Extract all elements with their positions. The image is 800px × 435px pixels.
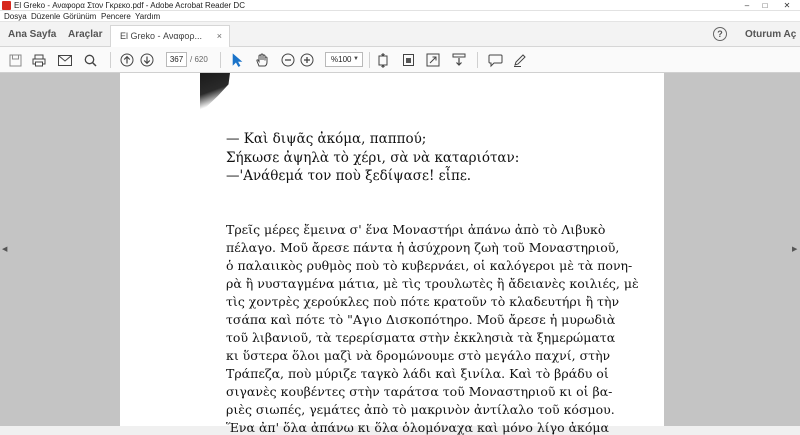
zoom-value: %100 [331, 55, 352, 64]
document-area[interactable] [0, 73, 800, 435]
help-icon[interactable]: ? [713, 27, 727, 41]
hand-icon[interactable] [253, 51, 271, 69]
chevron-down-icon: ▼ [353, 56, 359, 62]
paragraph-line: ρὰ ἢ νυσταγμένα μάτια, μὲ τὶς τρουλωτὲς ἢ ἄδειανὲς κοιλιές, μὲ [226, 276, 639, 291]
paragraph-line: τσάπα καὶ πότε τὸ "Αγιο Δισκοπότηρο. Μοῦ ἄρεσε ἡ μυρωδιὰ [226, 312, 616, 327]
close-window-button[interactable]: ✕ [783, 1, 791, 10]
comment-icon[interactable] [486, 51, 504, 69]
toolbar [0, 47, 800, 73]
zoom-out-icon[interactable] [279, 51, 297, 69]
right-panel-toggle-icon[interactable]: ▶ [792, 246, 798, 253]
sign-icon[interactable] [511, 51, 529, 69]
toolbar-separator [220, 52, 221, 68]
page-number-input[interactable]: 367 [166, 52, 187, 67]
paragraph-line: κι ὕστερα ὅλοι μαζὶ νὰ δρομώνουμε στὸ μεγάλο παχνί, στὴν [226, 348, 611, 363]
tab-tools[interactable]: Araçlar [68, 29, 103, 40]
toolbar-separator [477, 52, 478, 68]
left-panel-toggle-icon[interactable]: ◀ [2, 246, 8, 253]
poem-line: — Καὶ διψᾶς ἀκόμα, παππού; [226, 131, 427, 147]
tab-home[interactable]: Ana Sayfa [8, 29, 57, 40]
zoom-in-icon[interactable] [298, 51, 316, 69]
menu-window[interactable]: Pencere [101, 12, 131, 21]
menu-view[interactable]: Görünüm [63, 12, 97, 21]
print-icon[interactable] [30, 51, 48, 69]
document-tab-label: El Greko - Αναφορ... [120, 31, 203, 41]
menu-file[interactable]: Dosya [4, 12, 27, 21]
paragraph-line: ριὲς σιωπές, γεμάτες ἀπὸ τὸ μακρινὸν ἀντίλαλο τοῦ κόσμου. [226, 402, 615, 417]
close-tab-icon[interactable]: × [216, 31, 222, 41]
toolbar-separator [369, 52, 370, 68]
toolbar-separator [110, 52, 111, 68]
scan-shadow [200, 73, 230, 111]
menu-bar [0, 11, 800, 22]
menu-help[interactable]: Yardım [135, 12, 161, 21]
fit-page-icon[interactable] [374, 51, 392, 69]
next-page-icon[interactable] [138, 51, 156, 69]
tab-document[interactable] [110, 25, 230, 47]
paragraph-line: τοῦ λιβανιοῦ, τὰ τερερίσματα στὴν ἐκκλησιὰ τὰ ξημερώματα [226, 330, 616, 345]
maximize-button[interactable]: □ [762, 1, 768, 10]
search-icon[interactable] [81, 51, 99, 69]
poem-line: Σήκωσε ἀψηλὰ τὸ χέρι, σὰ νὰ καταριόταν: [226, 150, 520, 166]
rotate-icon[interactable] [399, 51, 417, 69]
page-total: / 620 [190, 55, 208, 64]
pdf-page [120, 73, 664, 435]
sign-in-link[interactable]: Oturum Aç [745, 29, 797, 40]
paragraph-line: Τράπεζα, ποὺ μύριζε ταγκὸ λάδι καὶ ξινίλα. Καὶ τὸ βράδυ οἱ [226, 366, 609, 381]
download-icon[interactable] [450, 51, 468, 69]
minimize-button[interactable]: – [744, 1, 750, 10]
paragraph-line: σιγανὲς κουβέντες στὴν ταράτσα τοῦ Μοναστηριοῦ κι οἱ βα- [226, 384, 613, 399]
paragraph-line: πέλαγο. Μοῦ ἄρεσε πάντα ἡ ἀσύχρονη ζωὴ τοῦ Μοναστηριοῦ, [226, 240, 620, 255]
save-icon[interactable] [6, 51, 24, 69]
email-icon[interactable] [56, 51, 74, 69]
paragraph-line: ὁ παλαιικὸς ρυθμὸς ποὺ τὸ κυβερνάει, οἱ καλόγεροι μὲ τὰ πονη- [226, 258, 633, 273]
select-cursor-icon[interactable] [228, 51, 246, 69]
title-bar [0, 0, 800, 11]
paragraph-line: Τρεῖς μέρες ἔμεινα σ' ἕνα Μοναστήρι ἀπάνω ἀπὸ τὸ Λιβυκὸ [226, 222, 606, 237]
menu-edit[interactable]: Düzenle [31, 12, 61, 21]
paragraph-line: Ἕνα ἀπ' ὅλα ἀπάνω κι ὅλα ὁλομόναχα καὶ μόνο λίγο ἀκόμα [226, 420, 609, 435]
poem-line: —'Ανάθεμά τον ποὺ ξεδίψασε! εἶπε. [226, 168, 472, 184]
prev-page-icon[interactable] [118, 51, 136, 69]
paragraph-line: τὶς χοντρὲς χερούκλες ποὺ πότε κρατοῦν τὸ κλαδευτήρι ἢ τὴν [226, 294, 620, 309]
tab-bar [0, 22, 800, 47]
fullscreen-icon[interactable] [424, 51, 442, 69]
zoom-level-select[interactable] [325, 52, 363, 67]
acrobat-app-icon [2, 1, 11, 10]
window-title: El Greko - Αναφορα Στον Γκρεκο.pdf - Adobe Acrobat Reader DC [14, 1, 245, 10]
